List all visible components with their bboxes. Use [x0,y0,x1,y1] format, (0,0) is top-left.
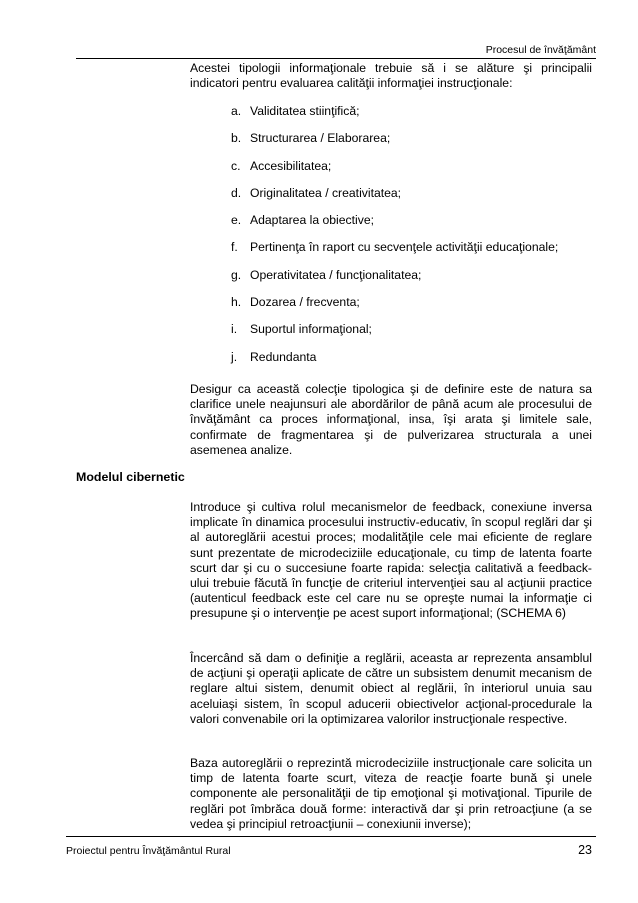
list-item-text: Originalitatea / creativitatea; [250,185,402,200]
list-item [231,350,558,377]
list-marker: b. [231,131,242,146]
list-item [231,268,558,295]
body-paragraph: Introduce şi cultiva rolul mecanismelor de feedback, conexiune inversa implicate în dinamica procesului instructiv-educativ, în scopul reglări dar şi al autoreglării acestui proces; modalităţile cele mai eficiente de reglare sunt prezentate de microdeciziile educaţionale, cu timp de latenta foarte scurt dar şi cu o succesiune foarte rapida: selecţia calitativă a feedback-ului trebuie făcută în funcţie de criteriul intervenţiei sau al acţiunii practice (autenticul feedback este cel care nu se opreşte numai la informaţie ci presupune şi o intervenţie pe acest suport informaţional; (SCHEMA 6) [190,500,592,621]
footer-rule [66,836,596,837]
list-marker: h. [231,295,242,310]
running-header: Procesul de învăţământ [485,44,596,56]
list-item [231,295,558,322]
body-paragraph: Desigur ca această colecţie tipologica şi de definire este de natura sa clarifice unele neajunsuri ale abordărilor de până acum ale procesului de învăţământ ca proces informaţional, insa, îşi arata şi limitele sale, confirmate de fragmentarea şi de pulverizarea structurala a unei asemenea analize. [190,382,592,457]
list-item-text: Operativitatea / funcţionalitatea; [250,267,422,282]
list-item-text: Adaptarea la obiective; [250,213,374,228]
footer-title: Proiectul pentru Învăţământul Rural [66,845,231,857]
list-item-text: Pertinenţa în raport cu secvenţele activităţii educaţionale; [250,240,559,255]
list-item-text: Accesibilitatea; [250,158,332,173]
list-item [231,213,558,240]
body-paragraph: Încercând să dam o definiţie a reglării, aceasta ar reprezenta ansamblul de acţiuni şi operaţii aplicate de către un subsistem denumit mecanism de reglare altui sistem, denumit obiect al reglării, în interiorul unuia sau aceluiaşi sistem, în scopul aducerii obiectivelor acţional-procedurale la valori convenabile ori la optimizarea valorilor instrucţionale respective. [190,651,592,726]
list-marker: i. [231,322,238,337]
list-item-text: Dozarea / frecventa; [250,295,360,310]
intro-paragraph: Acestei tipologii informaţionale trebuie să i se alăture şi principalii indicatori pentru evaluarea calităţii informaţiei instrucţionale: [190,61,592,91]
list-item-text: Suportul informaţional; [250,322,372,337]
list-item-text: Redundanta [250,349,317,364]
list-marker: d. [231,185,242,200]
list-marker: a. [231,104,242,118]
body-paragraph: Baza autoreglării o reprezintă microdeciziile instrucţionale care solicita un timp de latenta foarte scurt, viteza de reacţie foarte bună şi unele componente ale personalităţii de tip emoţional şi motivaţional. Tipurile de reglări pot îmbrăca două forme: interactivă dar şi prin retroacţiune (a se vedea şi principiul retroacţiunii – conexiunii inverse); [190,756,592,831]
list-marker: e. [231,213,242,228]
list-item [231,322,558,349]
list-item [231,186,558,213]
list-item-text: Structurarea / Elaborarea; [250,131,391,146]
list-marker: c. [231,158,241,173]
section-heading: Modelul cibernetic [76,470,185,484]
list-marker: f. [231,240,238,255]
list-item [231,240,558,267]
page-number: 23 [578,843,592,857]
list-item [231,131,558,158]
list-marker: g. [231,267,242,282]
list-item [231,104,558,131]
list-marker: j. [231,349,238,364]
header-rule [76,58,596,59]
list-item [231,159,558,186]
list-item-text: Validitatea stiinţifică; [250,104,360,118]
indicator-list [231,104,558,377]
